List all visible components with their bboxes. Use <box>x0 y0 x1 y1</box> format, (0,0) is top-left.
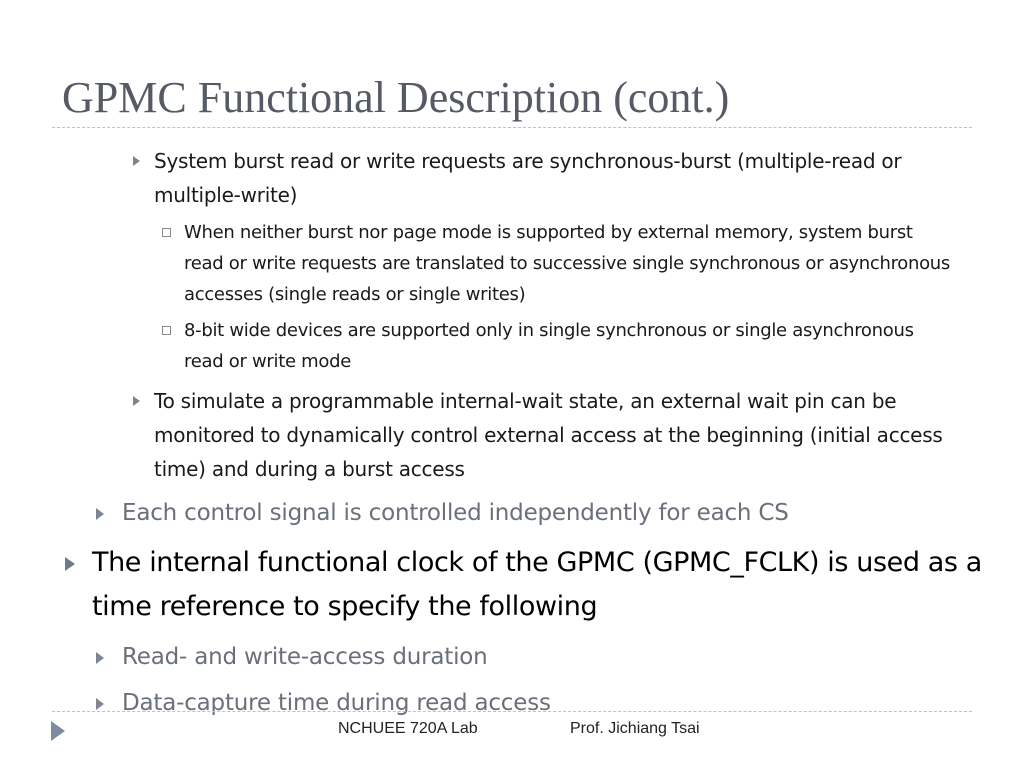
hollow-square-bullet-icon <box>162 326 171 335</box>
slide-title: GPMC Functional Description (cont.) <box>62 73 730 122</box>
bullet-text: Read- and write-access duration <box>122 644 488 670</box>
triangle-bullet-icon <box>133 396 140 406</box>
bullet-control-signal <box>122 495 982 531</box>
bullet-text: The internal functional clock of the GPMC (GPMC_FCLK) is used as a time reference to specify the following <box>92 547 982 622</box>
bullet-text: System burst read or write requests are synchronous-burst (multiple-read or multiple-write) <box>154 149 902 207</box>
bullet-text: Each control signal is controlled independently for each CS <box>122 500 789 526</box>
bullet-functional-clock <box>92 541 992 629</box>
triangle-bullet-icon <box>96 508 104 520</box>
bullet-text: When neither burst nor page mode is supported by external memory, system burst read or write requests are translated to successive single synchronous or asynchronous accesses (single reads or single writes) <box>184 222 950 305</box>
triangle-bullet-icon <box>65 557 75 571</box>
triangle-bullet-icon <box>96 698 104 710</box>
bullet-burst-requests <box>154 144 970 212</box>
bullet-text: 8-bit wide devices are supported only in single synchronous or single asynchronous read or write mode <box>184 320 914 372</box>
bullet-access-duration <box>122 639 982 675</box>
title-divider <box>52 127 972 128</box>
footer-triangle-icon <box>51 721 65 741</box>
triangle-bullet-icon <box>133 156 140 166</box>
bullet-wait-pin <box>154 384 970 486</box>
bullet-data-capture <box>122 685 982 721</box>
sub-bullet-8bit-devices <box>184 315 954 377</box>
triangle-bullet-icon <box>96 652 104 664</box>
hollow-square-bullet-icon <box>162 228 171 237</box>
footer-divider <box>52 711 972 712</box>
footer-author: Prof. Jichiang Tsai <box>570 720 700 737</box>
footer-lab-name: NCHUEE 720A Lab <box>338 720 478 737</box>
sub-bullet-translated-accesses <box>184 217 954 310</box>
bullet-text: Data-capture time during read access <box>122 690 551 716</box>
bullet-text: To simulate a programmable internal-wait state, an external wait pin can be monitored to dynamically control external access at the beginning (initial access time) and during a burst access <box>154 389 943 481</box>
